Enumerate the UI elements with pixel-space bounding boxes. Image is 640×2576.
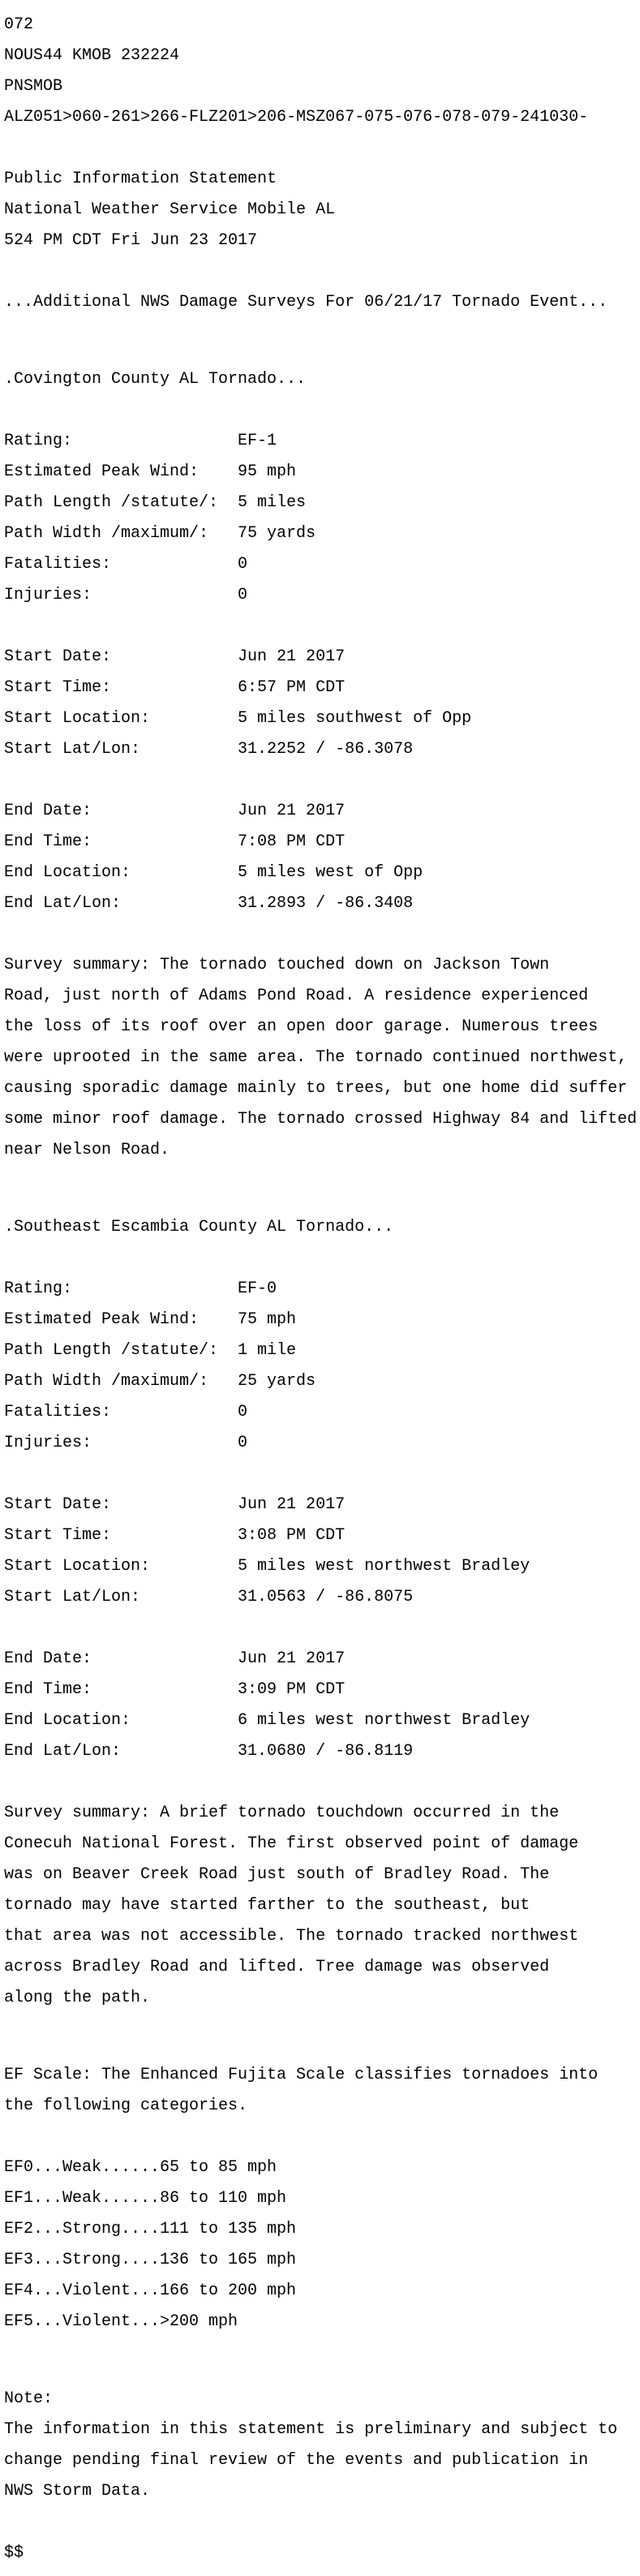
blank-line: [4, 1250, 640, 1266]
ef-scale-intro-line: the following categories.: [4, 2096, 248, 2115]
survey-summary-line: were uprooted in the same area. The tornado continued northwest,: [4, 1048, 628, 1067]
note-line: NWS Storm Data.: [4, 2482, 151, 2501]
start-location-line: Start Location: 5 miles southwest of Opp: [4, 709, 472, 728]
ef-scale-intro-line: EF Scale: The Enhanced Fujita Scale classifies tornadoes into: [4, 2066, 599, 2084]
end-date-line: End Date: Jun 21 2017: [4, 1649, 346, 1668]
end-time-line: End Time: 7:08 PM CDT: [4, 832, 346, 851]
ef-category-line: EF2...Strong....111 to 135 mph: [4, 2220, 297, 2238]
survey-summary-line: near Nelson Road.: [4, 1141, 170, 1159]
note-label: Note:: [4, 2389, 54, 2408]
headline: ...Additional NWS Damage Surveys For 06/21/17 Tornado Event...: [4, 293, 608, 312]
issue-time: 524 PM CDT Fri Jun 23 2017: [4, 231, 258, 250]
survey-summary-line: some minor roof damage. The tornado crossed Highway 84 and lifted: [4, 1110, 638, 1129]
end-latlon-line: End Lat/Lon: 31.2893 / -86.3408: [4, 894, 414, 913]
start-date-line: Start Date: Jun 21 2017: [4, 1495, 346, 1514]
end-date-line: End Date: Jun 21 2017: [4, 802, 346, 820]
ugc-line: ALZ051>060-261>266-FLZ201>206-MSZ067-075-076-078-079-241030-: [4, 108, 589, 127]
start-time-line: Start Time: 3:08 PM CDT: [4, 1526, 346, 1545]
statement-title: Public Information Statement: [4, 170, 277, 188]
peak-wind-line: Estimated Peak Wind: 75 mph: [4, 1310, 297, 1329]
survey-summary-line: Road, just north of Adams Pond Road. A residence experienced: [4, 987, 589, 1005]
survey-summary-line: was on Beaver Creek Road just south of Bradley Road. The: [4, 1865, 550, 1884]
start-time-line: Start Time: 6:57 PM CDT: [4, 678, 346, 697]
product-terminator: $$: [4, 2544, 24, 2562]
ef-category-line: EF0...Weak......65 to 85 mph: [4, 2158, 277, 2177]
blank-line: [4, 325, 640, 341]
start-location-line: Start Location: 5 miles west northwest Bradley: [4, 1557, 530, 1576]
end-location-line: End Location: 5 miles west of Opp: [4, 863, 423, 882]
blank-line: [4, 264, 640, 279]
end-latlon-line: End Lat/Lon: 31.0680 / -86.8119: [4, 1742, 414, 1761]
path-length-line: Path Length /statute/: 5 miles: [4, 493, 307, 512]
survey-summary-line: Survey summary: A brief tornado touchdown occurred in the: [4, 1804, 560, 1822]
blank-line: [4, 2514, 640, 2530]
path-length-line: Path Length /statute/: 1 mile: [4, 1341, 297, 1360]
blank-line: [4, 1620, 640, 1636]
blank-line: [4, 927, 640, 942]
blank-line: [4, 1466, 640, 1482]
blank-line: [4, 402, 640, 418]
ef-category-line: EF3...Strong....136 to 165 mph: [4, 2251, 297, 2269]
blank-line: [4, 618, 640, 634]
survey-summary-line: across Bradley Road and lifted. Tree damage was observed: [4, 1958, 550, 1976]
blank-line: [4, 2345, 640, 2360]
ef-category-line: EF5...Violent...>200 mph: [4, 2312, 238, 2331]
start-date-line: Start Date: Jun 21 2017: [4, 647, 346, 666]
issuing-office: National Weather Service Mobile AL: [4, 200, 336, 219]
survey-summary-line: causing sporadic damage mainly to trees, but one home did suffer: [4, 1079, 628, 1098]
end-location-line: End Location: 6 miles west northwest Bradley: [4, 1711, 530, 1730]
event-heading: .Southeast Escambia County AL Tornado...: [4, 1218, 394, 1236]
peak-wind-line: Estimated Peak Wind: 95 mph: [4, 462, 297, 481]
rating-line: Rating: EF-0: [4, 1279, 277, 1298]
note-line: The information in this statement is preliminary and subject to: [4, 2420, 618, 2439]
survey-summary-line: Survey summary: The tornado touched down on Jackson Town: [4, 956, 550, 974]
fatalities-line: Fatalities: 0: [4, 1403, 248, 1421]
survey-summary-line: that area was not accessible. The tornado tracked northwest: [4, 1927, 579, 1946]
blank-line: [4, 140, 640, 156]
survey-summary-line: the loss of its roof over an open door garage. Numerous trees: [4, 1017, 599, 1036]
blank-line: [4, 772, 640, 788]
injuries-line: Injuries: 0: [4, 1434, 248, 1452]
blank-line: [4, 2021, 640, 2036]
start-latlon-line: Start Lat/Lon: 31.2252 / -86.3078: [4, 740, 414, 759]
survey-summary-line: tornado may have started farther to the southeast, but: [4, 1896, 530, 1915]
path-width-line: Path Width /maximum/: 75 yards: [4, 524, 316, 543]
note-line: change pending final review of the events and publication in: [4, 2451, 589, 2470]
rating-line: Rating: EF-1: [4, 432, 277, 450]
blank-line: [4, 1774, 640, 1790]
ef-category-line: EF1...Weak......86 to 110 mph: [4, 2189, 287, 2208]
end-time-line: End Time: 3:09 PM CDT: [4, 1680, 346, 1699]
fatalities-line: Fatalities: 0: [4, 555, 248, 574]
product-id: 072: [4, 15, 34, 34]
wmo-header: NOUS44 KMOB 232224: [4, 46, 180, 65]
awips-id: PNSMOB: [4, 77, 63, 96]
start-latlon-line: Start Lat/Lon: 31.0563 / -86.8075: [4, 1588, 414, 1606]
injuries-line: Injuries: 0: [4, 586, 248, 604]
ef-category-line: EF4...Violent...166 to 200 mph: [4, 2281, 297, 2300]
path-width-line: Path Width /maximum/: 25 yards: [4, 1372, 316, 1391]
blank-line: [4, 2129, 640, 2144]
blank-line: [4, 1173, 640, 1189]
survey-summary-line: along the path.: [4, 1989, 151, 2007]
survey-summary-line: Conecuh National Forest. The first observed point of damage: [4, 1834, 579, 1853]
event-heading: .Covington County AL Tornado...: [4, 370, 307, 389]
